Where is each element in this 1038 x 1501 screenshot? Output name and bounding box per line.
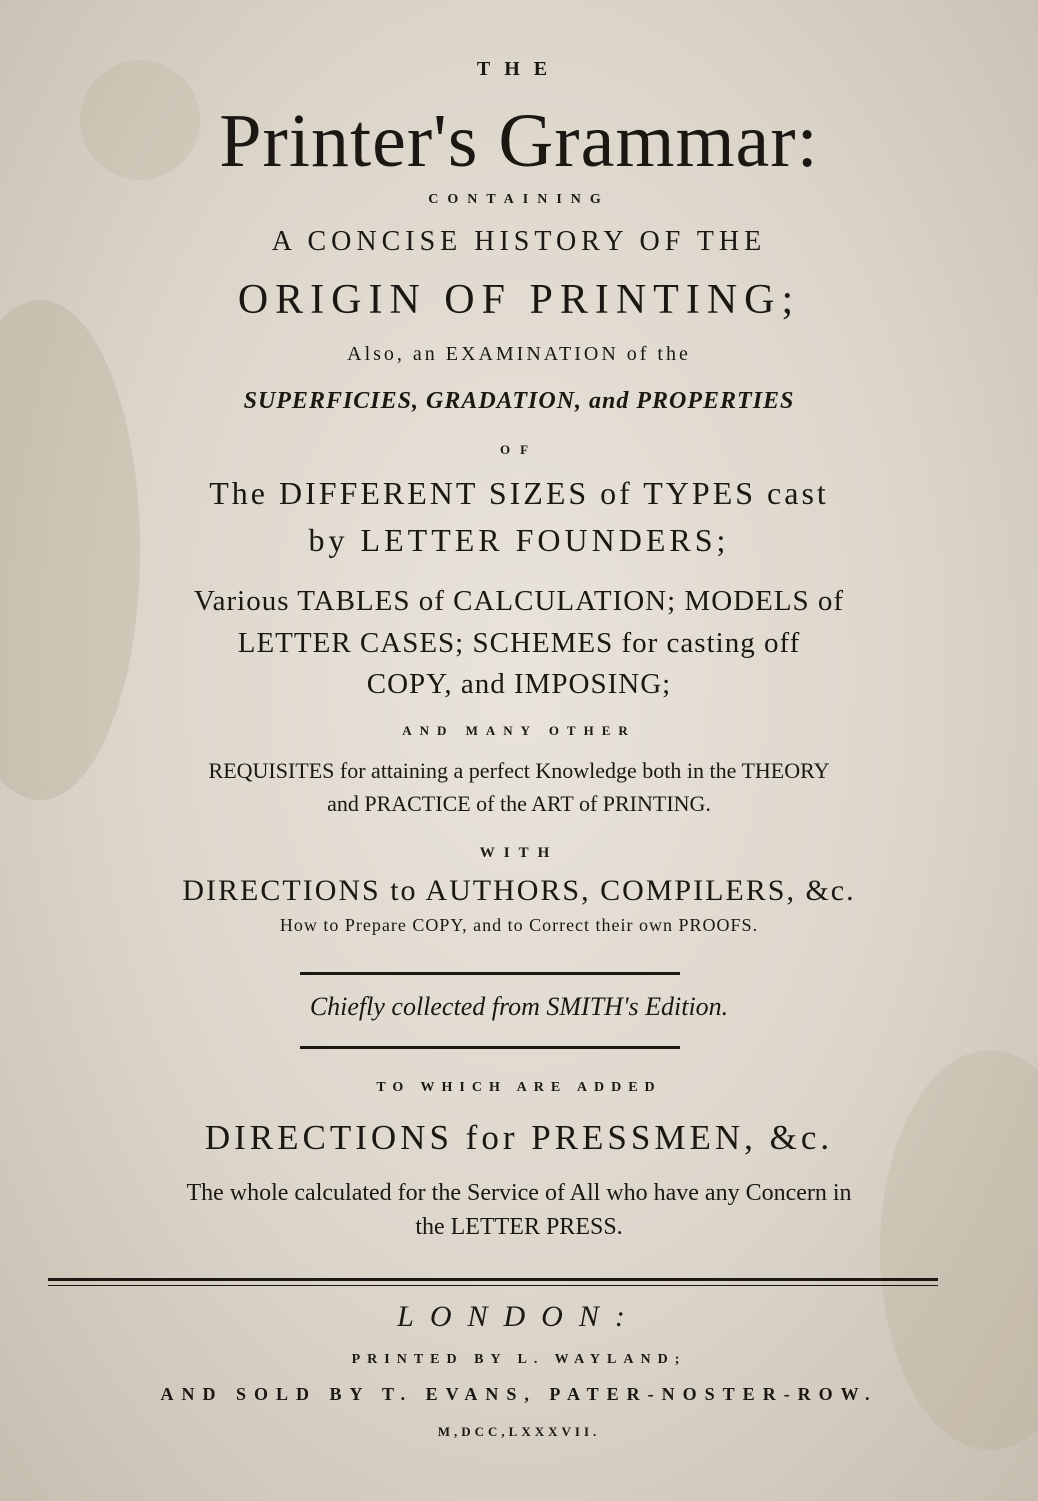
history-line: A CONCISE HISTORY OF THE — [271, 226, 767, 257]
imprint-year: M,DCC,LXXXVII. — [437, 1424, 601, 1439]
of-line: OF — [499, 442, 539, 457]
chiefly-collected-line: Chiefly collected from SMITH's Edition. — [309, 992, 729, 1021]
various-tables-line-1: Various TABLES of CALCULATION; MODELS of — [193, 585, 845, 617]
requisites-line-1: REQUISITES for attaining a perfect Knowledge both in the THEORY — [208, 758, 830, 783]
divider-rule — [300, 972, 680, 975]
whole-calculated-line-2: the LETTER PRESS. — [415, 1214, 623, 1240]
requisites-line-2: and PRACTICE of the ART of PRINTING. — [327, 791, 711, 816]
sold-by-line: AND SOLD BY T. EVANS, PATER-NOSTER-ROW. — [160, 1384, 878, 1404]
various-tables-line-3: COPY, and IMPOSING; — [366, 668, 672, 700]
directions-pressmen-line: DIRECTIONS for PRESSMEN, &c. — [204, 1118, 834, 1157]
many-other-line: AND MANY OTHER — [402, 723, 636, 738]
double-rule-top — [48, 1278, 938, 1281]
letter-founders-line: by LETTER FOUNDERS; — [308, 522, 730, 558]
origin-line: ORIGIN OF PRINTING; — [237, 277, 801, 323]
containing-line: CONTAINING — [428, 192, 610, 207]
to-which-line: TO WHICH ARE ADDED — [376, 1080, 662, 1095]
london-line: LONDON: — [397, 1300, 641, 1333]
also-line: Also, an EXAMINATION of the — [347, 343, 691, 365]
directions-authors-line: DIRECTIONS to AUTHORS, COMPILERS, &c. — [182, 874, 856, 907]
different-sizes-line: The DIFFERENT SIZES of TYPES cast — [209, 475, 829, 511]
printed-by-line: PRINTED BY L. WAYLAND; — [351, 1352, 687, 1367]
various-tables-line-2: LETTER CASES; SCHEMES for casting off — [237, 627, 801, 659]
prepare-copy-line: How to Prepare COPY, and to Correct their own PROOFS. — [279, 915, 759, 935]
with-line: WITH — [479, 845, 559, 861]
double-rule-bottom — [48, 1285, 938, 1286]
superficies-line: SUPERFICIES, GRADATION, and PROPERTIES — [243, 388, 795, 414]
the-heading: THE — [476, 58, 562, 80]
main-title: Printer's Grammar: — [219, 99, 819, 183]
whole-calculated-line-1: The whole calculated for the Service of All who have any Concern in — [186, 1180, 852, 1206]
divider-rule — [300, 1046, 680, 1049]
